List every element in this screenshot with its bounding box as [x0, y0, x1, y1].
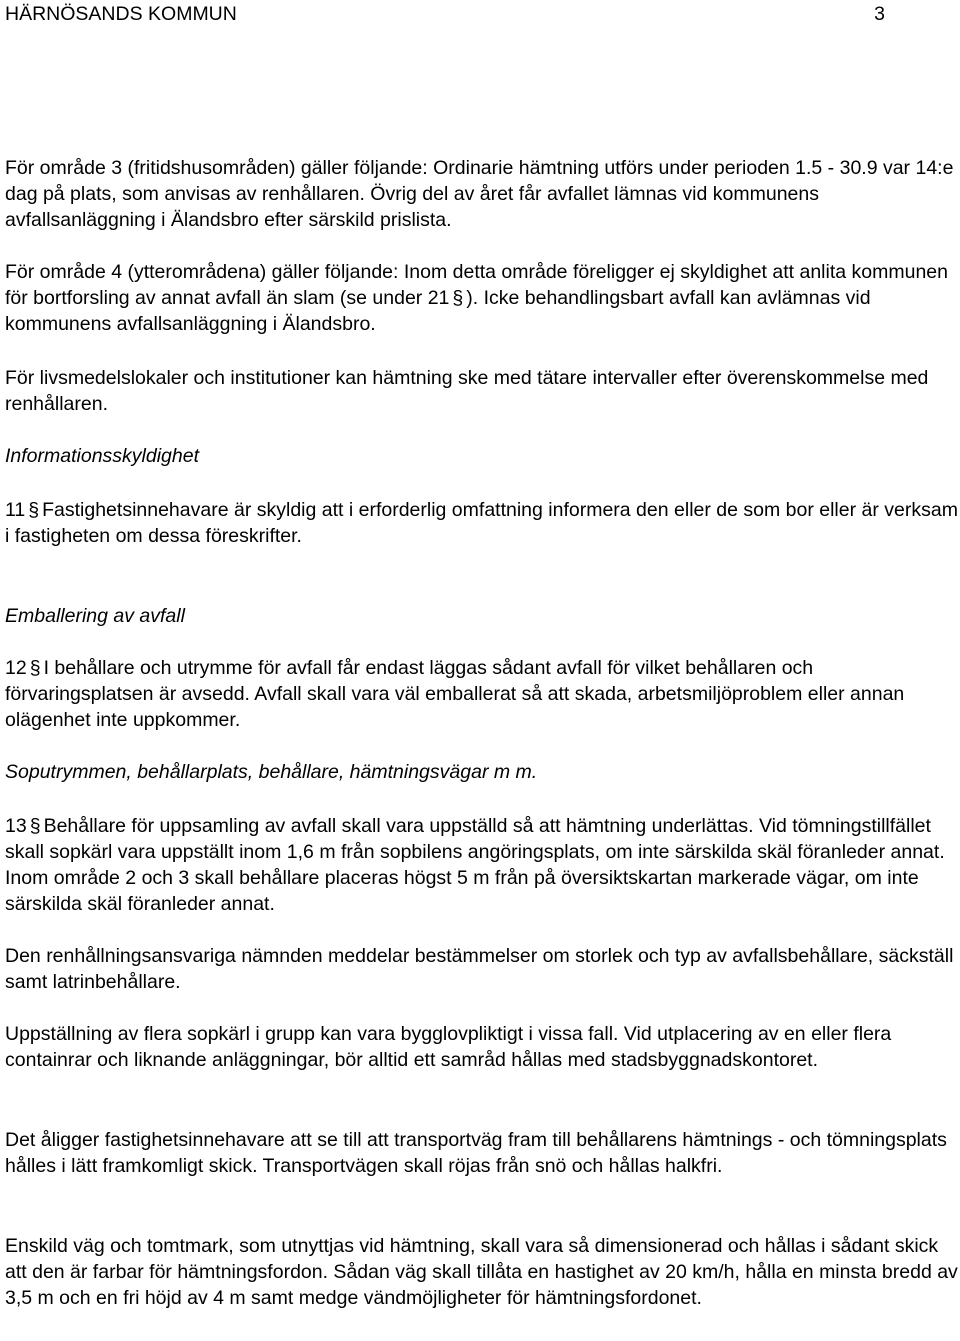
section-sign-icon: §: [29, 657, 41, 679]
page-number: 3: [874, 3, 885, 25]
section-13-number: 13: [5, 815, 27, 837]
paragraph-food-premises: För livsmedelslokaler och institutioner kan hämtning ske med tätare intervaller efter överenskommelse med renhållaren.: [5, 367, 929, 415]
section-12-number: 12: [5, 657, 27, 679]
paragraph-area-4-text: För område 4 (ytterområdena) gäller följande: Inom detta område föreligger ej skyldighet att anlita kommunen för bortforsling av annat avfall än slam (se under 21: [5, 261, 948, 309]
section-sign-icon: §: [452, 287, 464, 309]
heading-information-duty: Informationsskyldighet: [5, 445, 200, 467]
paragraph-area-4-text-cont: ). Icke behandlingsbart avfall kan avlämnas vid kommunens avfallsanläggning i Älandsbro.: [5, 287, 871, 335]
paragraph-area-4: [5, 259, 960, 337]
heading-waste-rooms: Soputrymmen, behållarplats, behållare, hämtningsvägar m m.: [5, 761, 538, 783]
section-sign-icon: §: [28, 499, 40, 521]
municipality-name: HÄRNÖSANDS KOMMUN: [5, 3, 237, 25]
section-11-text: Fastighetsinnehavare är skyldig att i erforderlig omfattning informera den eller de som bor eller är verksam i fastigheten om dessa föreskrifter.: [5, 499, 958, 547]
paragraph-group-placement: Uppställning av flera sopkärl i grupp kan vara bygglovpliktigt i vissa fall. Vid utplacering av en eller flera containrar och liknande anläggningar, bör alltid ett samråd hållas med stadsbyggnadskontoret.: [5, 1023, 892, 1071]
paragraph-private-road: Enskild väg och tomtmark, som utnyttjas vid hämtning, skall vara så dimensionerad och hållas i sådant skick att den är farbar för hämtningsfordon. Sådan väg skall tillåta en hastighet av 20 km/h, hålla en minsta bredd av 3,5 m och en fri höjd av 4 m samt medge vändmöjligheter för hämtningsfordonet.: [5, 1235, 958, 1309]
paragraph-transport-route: Det åligger fastighetsinnehavare att se till att transportväg fram till behållarens hämtnings - och tömningsplats hålles i lätt framkomligt skick. Transportvägen skall röjas från snö och hållas halkfri.: [5, 1129, 947, 1177]
section-13-text: Behållare för uppsamling av avfall skall vara uppställd så att hämtning underlättas. Vid tömningstillfället skall sopkärl vara uppställt inom 1,6 m från sopbilens angöringsplats, om inte särskilda skäl föranleder annat. Inom område 2 och 3 skall behållare placeras högst 5 m från på översiktskartan markerade vägar, om inte särskilda skäl föranleder annat.: [5, 815, 945, 915]
section-11-number: 11: [5, 499, 26, 521]
section-13: [5, 813, 960, 917]
paragraph-area-3: För område 3 (fritidshusområden) gäller följande: Ordinarie hämtning utförs under perioden 1.5 - 30.9 var 14:e dag på plats, som anvisas av renhållaren. Övrig del av året får avfallet lämnas vid kommunens avfallsanläggning i Älandsbro efter särskild prislista.: [5, 157, 954, 231]
page-header: [5, 1, 885, 27]
heading-packaging: Emballering av avfall: [5, 605, 185, 627]
section-sign-icon: §: [29, 815, 41, 837]
section-11: [5, 497, 960, 549]
section-12: [5, 655, 960, 733]
section-12-text: I behållare och utrymme för avfall får endast läggas sådant avfall för vilket behållaren och förvaringsplatsen är avsedd. Avfall skall vara väl emballerat så att skada, arbetsmiljöproblem eller annan olägenhet inte uppkommer.: [5, 657, 905, 731]
paragraph-board-rules: Den renhållningsansvariga nämnden meddelar bestämmelser om storlek och typ av avfallsbehållare, säckställ samt latrinbehållare.: [5, 945, 954, 993]
